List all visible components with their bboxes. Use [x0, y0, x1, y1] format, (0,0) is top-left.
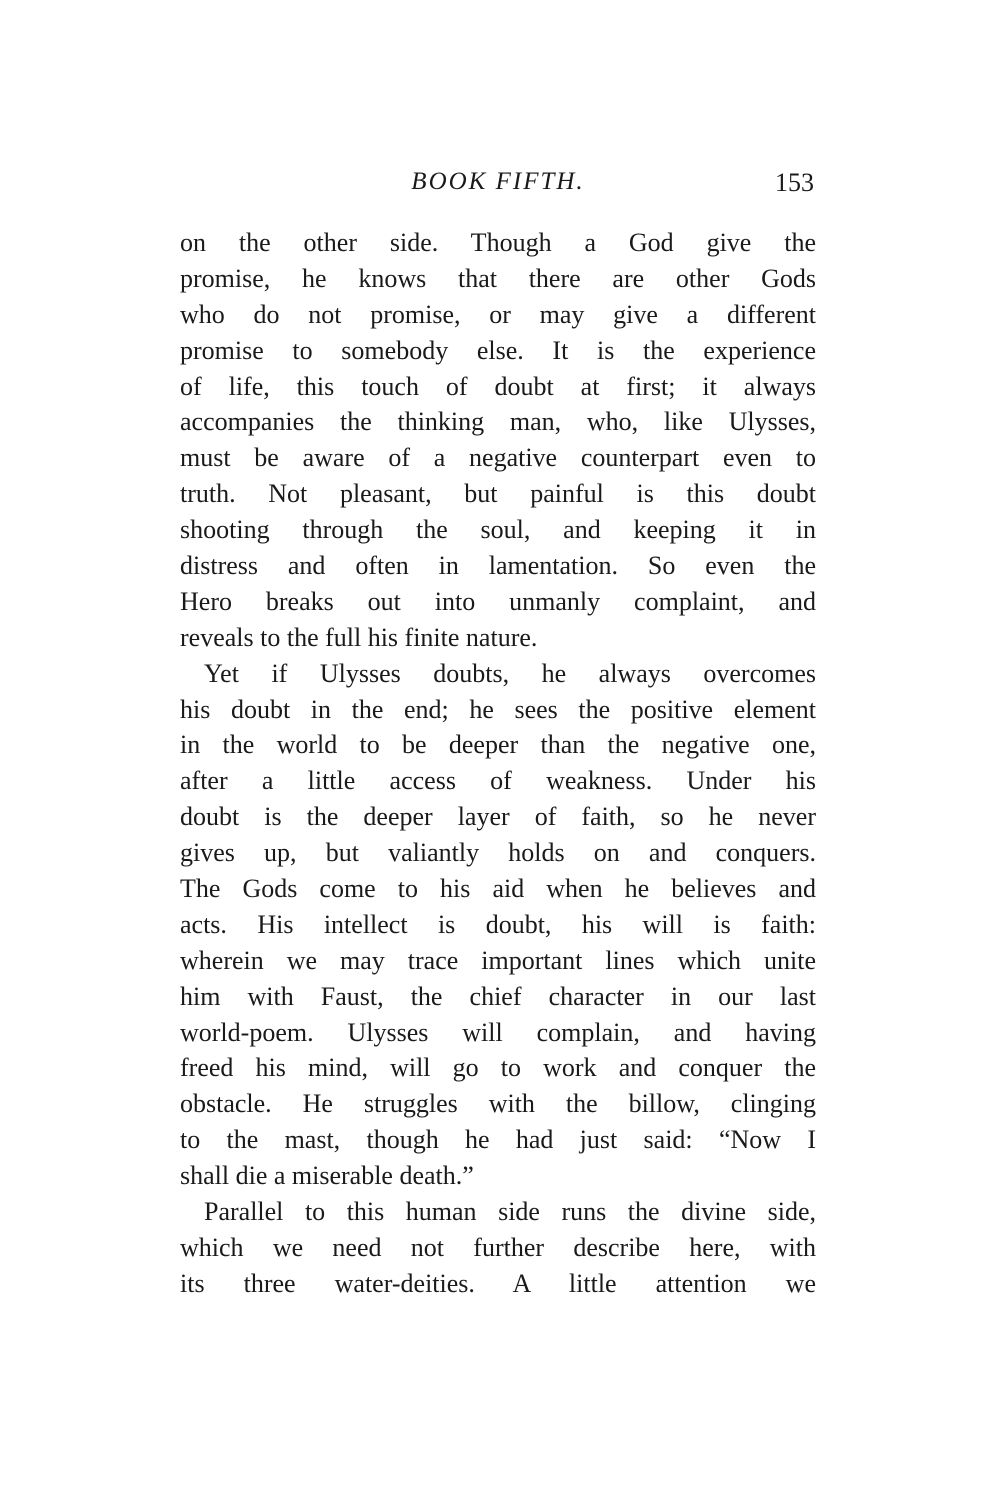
- text-line: promise, he knows that there are other Gods: [180, 263, 816, 293]
- running-title: BOOK FIFTH.: [411, 168, 585, 195]
- text-line: freed his mind, will go to work and conquer the: [180, 1053, 816, 1083]
- body-text: [180, 225, 816, 1302]
- text-line: which we need not further describe here, with: [180, 1232, 816, 1262]
- text-line: who do not promise, or may give a different: [180, 299, 816, 329]
- text-line: reveals to the full his finite nature.: [180, 622, 538, 652]
- text-line: his doubt in the end; he sees the positive element: [180, 694, 816, 724]
- text-line: obstacle. He struggles with the billow, clinging: [180, 1089, 816, 1119]
- text-line: acts. His intellect is doubt, his will is faith:: [180, 909, 816, 939]
- text-line: shall die a miserable death.”: [180, 1161, 474, 1191]
- text-line: The Gods come to his aid when he believes and: [180, 874, 816, 904]
- text-line: Parallel to this human side runs the divine side,: [204, 1197, 816, 1227]
- text-line: doubt is the deeper layer of faith, so he never: [180, 802, 816, 832]
- text-line: its three water-deities. A little attention we: [180, 1268, 816, 1298]
- text-line: wherein we may trace important lines which unite: [180, 945, 816, 975]
- text-line: must be aware of a negative counterpart even to: [180, 443, 816, 473]
- text-line: world-poem. Ulysses will complain, and having: [180, 1017, 816, 1047]
- text-line: Hero breaks out into unmanly complaint, and: [180, 586, 816, 616]
- text-line: shooting through the soul, and keeping it in: [180, 515, 816, 545]
- text-line: accompanies the thinking man, who, like Ulysses,: [180, 407, 816, 437]
- text-line: truth. Not pleasant, but painful is this doubt: [180, 479, 816, 509]
- text-line: after a little access of weakness. Under his: [180, 766, 816, 796]
- text-line: of life, this touch of doubt at first; it always: [180, 371, 816, 401]
- text-line: gives up, but valiantly holds on and conquers.: [180, 838, 816, 868]
- text-line: in the world to be deeper than the negative one,: [180, 730, 816, 760]
- text-line: distress and often in lamentation. So even the: [180, 551, 816, 581]
- page-number: 153: [775, 168, 814, 197]
- text-line: Yet if Ulysses doubts, he always overcomes: [204, 658, 816, 688]
- running-head: [180, 168, 816, 204]
- text-line: to the mast, though he had just said: “Now I: [180, 1125, 816, 1155]
- text-line: him with Faust, the chief character in our last: [180, 981, 816, 1011]
- text-line: on the other side. Though a God give the: [180, 228, 816, 257]
- text-line: promise to somebody else. It is the experience: [180, 335, 816, 365]
